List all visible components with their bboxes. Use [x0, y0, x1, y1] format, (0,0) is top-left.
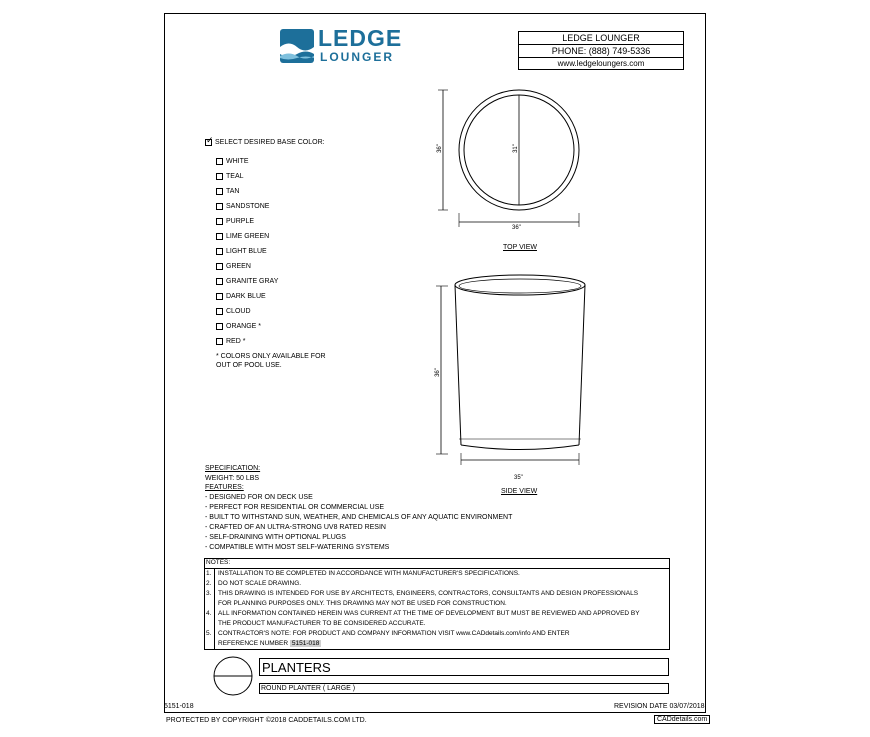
- note-number: 5.: [206, 630, 212, 637]
- checkbox-icon[interactable]: [216, 308, 223, 315]
- color-option[interactable]: [216, 261, 251, 272]
- color-option[interactable]: [216, 186, 239, 197]
- color-option-label: WHITE: [226, 158, 249, 165]
- checkbox-icon[interactable]: [216, 203, 223, 210]
- title-block: [204, 655, 670, 695]
- color-selector-title: ✓ SELECT DESIRED BASE COLOR:: [206, 134, 325, 146]
- color-option[interactable]: [216, 231, 269, 242]
- features-heading: FEATURES:: [205, 484, 244, 491]
- checkbox-icon[interactable]: [216, 218, 223, 225]
- contact-website[interactable]: www.ledgeloungers.com: [557, 59, 645, 68]
- color-option-label: DARK BLUE: [226, 293, 266, 300]
- drawing-number: 5151-018: [164, 703, 194, 710]
- notes-heading: NOTES:: [206, 559, 231, 566]
- color-option[interactable]: [216, 276, 278, 287]
- color-footnote-line2: OUT OF POOL USE.: [216, 362, 282, 369]
- top-view-inner-dim: 31": [512, 144, 519, 153]
- note-text: CONTRACTOR'S NOTE: FOR PRODUCT AND COMPANY INFORMATION VISIT www.CADdetails.com/info AND ENTER: [218, 630, 570, 637]
- color-option-label: ORANGE *: [226, 323, 262, 330]
- note-text: FOR PLANNING PURPOSES ONLY. THIS DRAWING MAY NOT BE USED FOR CONSTRUCTION.: [218, 600, 507, 607]
- subtitle-box: [259, 683, 669, 694]
- checked-icon: ✓: [206, 134, 214, 145]
- color-option-label: SANDSTONE: [226, 203, 270, 210]
- color-option-label: RED *: [226, 338, 246, 345]
- checkbox-icon[interactable]: [216, 233, 223, 240]
- weight-text: WEIGHT: 50 LBS: [205, 475, 260, 482]
- reference-number: 5151-018: [291, 640, 320, 647]
- color-option-label: LIME GREEN: [226, 233, 270, 240]
- note-text: THE PRODUCT MANUFACTURER TO BE CONSIDERED ACCURATE.: [218, 620, 426, 627]
- side-view-drawing: [430, 265, 600, 480]
- feature-item: - DESIGNED FOR ON DECK USE: [205, 494, 313, 501]
- note-text: THIS DRAWING IS INTENDED FOR USE BY ARCHITECTS, ENGINEERS, CONTRACTORS, CONSULTANTS AND DESIGN PROFESSIONALS: [218, 590, 639, 597]
- color-option[interactable]: [216, 156, 249, 167]
- caddetails-brand[interactable]: CADdetails.com: [654, 715, 710, 724]
- top-view-height-dim: 36": [436, 144, 443, 153]
- side-view-label: SIDE VIEW: [501, 488, 538, 495]
- feature-item: - CRAFTED OF AN ULTRA-STRONG UV8 RATED RESIN: [205, 524, 386, 531]
- checkbox-icon[interactable]: [216, 188, 223, 195]
- color-option-label: TAN: [226, 188, 240, 195]
- color-option-label: GRANITE GRAY: [226, 278, 279, 285]
- color-option[interactable]: [216, 201, 269, 212]
- color-option-label: LIGHT BLUE: [226, 248, 267, 255]
- color-option[interactable]: [216, 291, 266, 302]
- drawing-subtitle: ROUND PLANTER ( LARGE ): [261, 685, 356, 692]
- checkbox-icon[interactable]: [216, 263, 223, 270]
- note-number: 2.: [206, 580, 212, 587]
- checkbox-icon[interactable]: [216, 248, 223, 255]
- side-view-height-dim: 36": [434, 368, 441, 377]
- note-number: 3.: [206, 590, 212, 597]
- color-option[interactable]: [216, 336, 245, 347]
- note-text: INSTALLATION TO BE COMPLETED IN ACCORDANCE WITH MANUFACTURER'S SPECIFICATIONS.: [218, 570, 520, 577]
- specification-heading: SPECIFICATION:: [205, 465, 261, 472]
- feature-item: - COMPATIBLE WITH MOST SELF-WATERING SYSTEMS: [205, 544, 390, 551]
- color-option-label: CLOUD: [226, 308, 251, 315]
- contact-box: [518, 31, 684, 70]
- note-text: ALL INFORMATION CONTAINED HEREIN WAS CURRENT AT THE TIME OF DEVELOPMENT BUT MUST BE REVIEWED AND APPROVED BY: [218, 610, 640, 617]
- ledge-lounger-logo: [280, 27, 410, 67]
- side-view-bottom-dim: 35": [514, 475, 523, 481]
- notes-box: [204, 558, 670, 650]
- checkbox-icon[interactable]: [216, 173, 223, 180]
- color-option[interactable]: [216, 306, 251, 317]
- copyright-text: PROTECTED BY COPYRIGHT ©2018 CADDETAILS.COM LTD.: [166, 717, 367, 724]
- note-text: DO NOT SCALE DRAWING.: [218, 580, 302, 587]
- checkbox-icon[interactable]: [216, 323, 223, 330]
- note-number: 4.: [206, 610, 212, 617]
- logo-line2: LOUNGER: [320, 50, 394, 64]
- drawing-title: PLANTERS: [262, 660, 331, 675]
- color-footnote-line1: * COLORS ONLY AVAILABLE FOR: [216, 353, 326, 360]
- color-option[interactable]: [216, 171, 244, 182]
- title-box: [259, 658, 669, 676]
- checkbox-icon[interactable]: [216, 278, 223, 285]
- color-option-label: PURPLE: [226, 218, 255, 225]
- color-option-label: TEAL: [226, 173, 244, 180]
- color-option[interactable]: [216, 321, 261, 332]
- contact-phone: PHONE: (888) 749-5336: [519, 45, 683, 58]
- color-option[interactable]: [216, 246, 267, 257]
- reference-line: REFERENCE NUMBER 5151-018: [218, 640, 320, 647]
- note-number: 1.: [206, 570, 212, 577]
- checkbox-icon[interactable]: [216, 158, 223, 165]
- color-option-label: GREEN: [226, 263, 251, 270]
- checkbox-icon[interactable]: [216, 338, 223, 345]
- top-view-width-dim: 36": [512, 225, 521, 231]
- checkbox-icon[interactable]: [216, 293, 223, 300]
- top-view-label: TOP VIEW: [503, 244, 537, 251]
- contact-company: LEDGE LOUNGER: [519, 32, 683, 45]
- color-option[interactable]: [216, 216, 254, 227]
- logo-line1: LEDGE: [318, 25, 403, 51]
- feature-item: - PERFECT FOR RESIDENTIAL OR COMMERCIAL USE: [205, 504, 385, 511]
- feature-item: - BUILT TO WITHSTAND SUN, WEATHER, AND CHEMICALS OF ANY AQUATIC ENVIRONMENT: [205, 514, 513, 521]
- section-symbol-icon: [208, 656, 258, 696]
- revision-date: REVISION DATE 03/07/2018: [614, 703, 705, 710]
- feature-item: - SELF-DRAINING WITH OPTIONAL PLUGS: [205, 534, 346, 541]
